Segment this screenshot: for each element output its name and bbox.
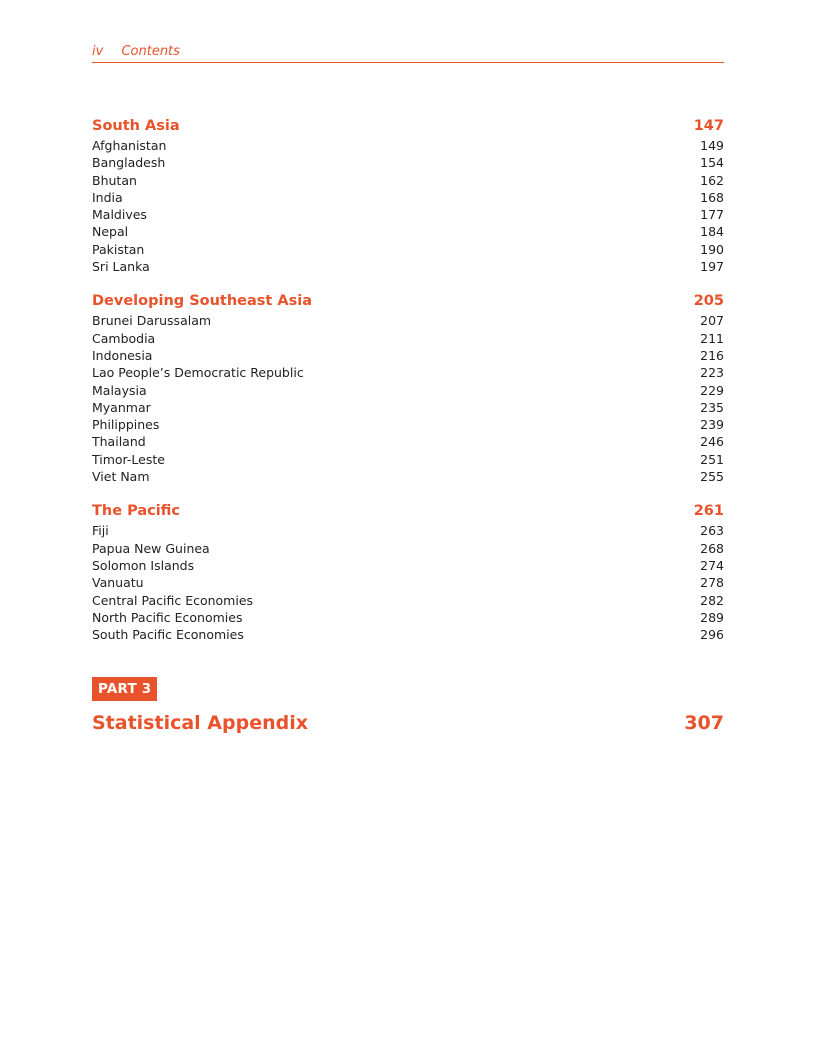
toc-entry[interactable] bbox=[92, 206, 724, 223]
entry-label: Bangladesh bbox=[92, 155, 166, 171]
appendix-heading[interactable] bbox=[92, 710, 724, 736]
entry-page-number: 190 bbox=[700, 241, 724, 257]
entry-label: South Pacific Economies bbox=[92, 627, 244, 643]
entry-label: Bhutan bbox=[92, 172, 137, 188]
entry-label: Sri Lanka bbox=[92, 259, 150, 275]
entry-page-number: 251 bbox=[700, 451, 724, 467]
section-title: Developing Southeast Asia bbox=[92, 293, 313, 310]
entry-page-number: 184 bbox=[700, 224, 724, 240]
entry-label: Central Pacific Economies bbox=[92, 592, 254, 608]
toc-entry[interactable] bbox=[92, 347, 724, 364]
entry-page-number: 154 bbox=[700, 155, 724, 171]
entry-page-number: 289 bbox=[700, 609, 724, 625]
entry-page-number: 211 bbox=[700, 330, 724, 346]
entry-page-number: 207 bbox=[700, 313, 724, 329]
toc-section-heading[interactable] bbox=[92, 501, 724, 522]
toc-entry[interactable] bbox=[92, 416, 724, 433]
toc-entry[interactable] bbox=[92, 609, 724, 626]
entry-label: Fiji bbox=[92, 523, 109, 539]
entry-page-number: 296 bbox=[700, 627, 724, 643]
toc-entry[interactable] bbox=[92, 330, 724, 347]
entry-page-number: 235 bbox=[700, 399, 724, 415]
entry-label: Viet Nam bbox=[92, 469, 150, 485]
page-folio: iv bbox=[92, 44, 104, 59]
entry-page-number: 274 bbox=[700, 557, 724, 573]
entry-page-number: 216 bbox=[700, 347, 724, 363]
entry-label: Brunei Darussalam bbox=[92, 313, 212, 329]
entry-label: Timor-Leste bbox=[92, 451, 165, 467]
entry-label: Vanuatu bbox=[92, 575, 144, 591]
toc-entry[interactable] bbox=[92, 382, 724, 399]
entry-label: Maldives bbox=[92, 207, 147, 223]
entry-page-number: 268 bbox=[700, 540, 724, 556]
toc-entry[interactable] bbox=[92, 522, 724, 539]
toc-entry[interactable] bbox=[92, 451, 724, 468]
running-header-title: Contents bbox=[121, 44, 180, 59]
toc-entry[interactable] bbox=[92, 626, 724, 643]
section-title: South Asia bbox=[92, 118, 180, 134]
toc-section-heading[interactable] bbox=[92, 116, 724, 137]
toc-entry[interactable] bbox=[92, 154, 724, 171]
toc-section bbox=[92, 116, 724, 275]
entry-label: India bbox=[92, 189, 123, 205]
entry-label: Myanmar bbox=[92, 399, 151, 415]
entry-page-number: 162 bbox=[700, 172, 724, 188]
toc-entry[interactable] bbox=[92, 189, 724, 206]
entry-page-number: 246 bbox=[700, 434, 724, 450]
entry-label: Indonesia bbox=[92, 347, 153, 363]
part-badge: PART 3 bbox=[92, 677, 157, 701]
entry-label: Afghanistan bbox=[92, 138, 167, 153]
entry-label: Thailand bbox=[92, 434, 146, 450]
toc-entry[interactable] bbox=[92, 364, 724, 381]
entry-page-number: 229 bbox=[700, 382, 724, 398]
entry-label: Lao People’s Democratic Republic bbox=[92, 365, 304, 381]
entry-page-number: 168 bbox=[700, 189, 724, 205]
entry-page-number: 197 bbox=[700, 259, 724, 275]
entry-page-number: 278 bbox=[700, 575, 724, 591]
part-block bbox=[92, 677, 724, 736]
toc-entry[interactable] bbox=[92, 468, 724, 485]
toc-entry[interactable] bbox=[92, 137, 724, 154]
toc-entry[interactable] bbox=[92, 223, 724, 240]
entry-page-number: 282 bbox=[700, 592, 724, 608]
entry-label: Philippines bbox=[92, 417, 160, 433]
entry-label: North Pacific Economies bbox=[92, 609, 243, 625]
toc-entry[interactable] bbox=[92, 592, 724, 609]
entry-page-number: 149 bbox=[700, 138, 724, 153]
section-page-number: 147 bbox=[693, 118, 724, 134]
entry-page-number: 223 bbox=[700, 365, 724, 381]
appendix-title: Statistical Appendix bbox=[92, 712, 308, 734]
appendix-page-number: 307 bbox=[684, 712, 724, 734]
toc-entry[interactable] bbox=[92, 258, 724, 275]
entry-page-number: 255 bbox=[700, 469, 724, 485]
entry-page-number: 239 bbox=[700, 417, 724, 433]
table-of-contents bbox=[92, 116, 724, 659]
toc-entry[interactable] bbox=[92, 399, 724, 416]
toc-entry[interactable] bbox=[92, 241, 724, 258]
entry-label: Malaysia bbox=[92, 382, 147, 398]
entry-label: Pakistan bbox=[92, 241, 145, 257]
entry-label: Solomon Islands bbox=[92, 557, 195, 573]
entry-page-number: 177 bbox=[700, 207, 724, 223]
running-header bbox=[92, 44, 724, 63]
section-page-number: 205 bbox=[693, 293, 724, 310]
toc-entry[interactable] bbox=[92, 540, 724, 557]
toc-entry[interactable] bbox=[92, 172, 724, 189]
toc-entry[interactable] bbox=[92, 574, 724, 591]
section-title: The Pacific bbox=[92, 503, 181, 520]
toc-section-heading[interactable] bbox=[92, 291, 724, 312]
toc-section bbox=[92, 291, 724, 485]
toc-entry[interactable] bbox=[92, 557, 724, 574]
entry-page-number: 263 bbox=[700, 523, 724, 539]
toc-section bbox=[92, 501, 724, 643]
entry-label: Nepal bbox=[92, 224, 129, 240]
toc-entry[interactable] bbox=[92, 433, 724, 450]
toc-entry[interactable] bbox=[92, 312, 724, 329]
entry-label: Cambodia bbox=[92, 330, 156, 346]
entry-label: Papua New Guinea bbox=[92, 540, 210, 556]
section-page-number: 261 bbox=[693, 503, 724, 520]
